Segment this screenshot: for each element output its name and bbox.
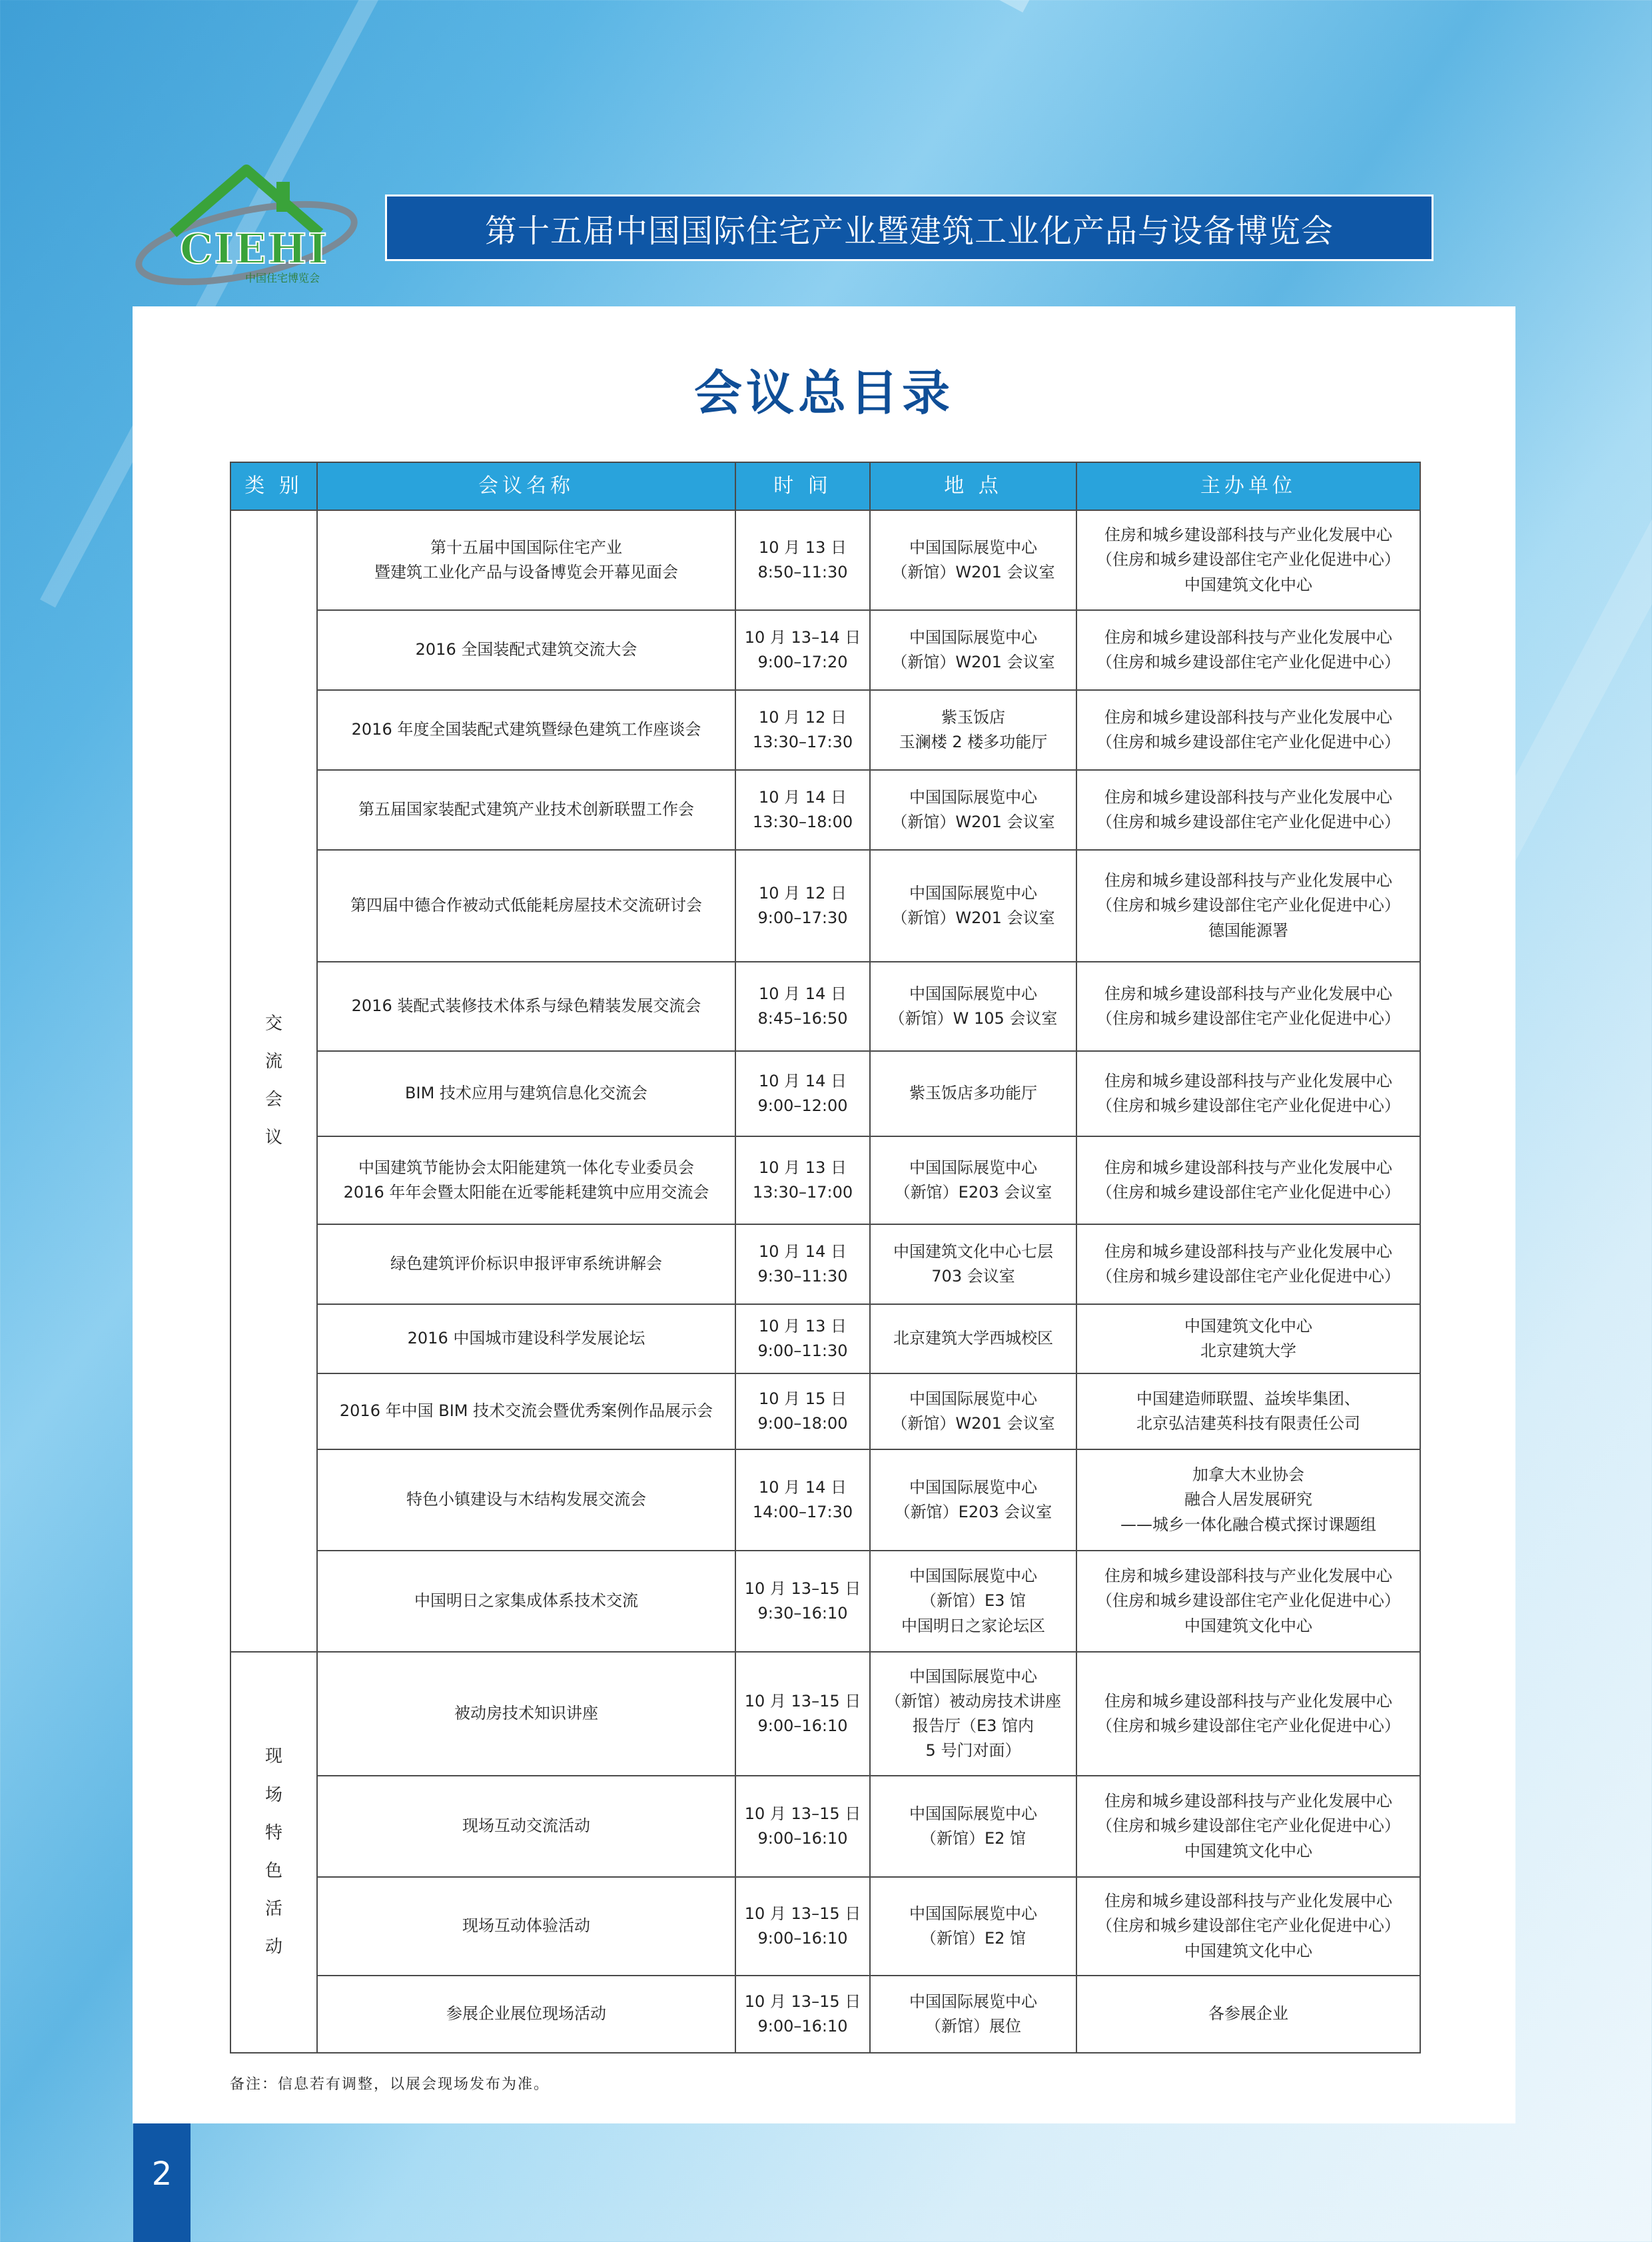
time-cell: 10 月 14 日 8:45–16:50 — [735, 962, 870, 1051]
table-row — [230, 610, 1420, 690]
place-cell: 中国国际展览中心 （新馆）W201 会议室 — [870, 610, 1076, 690]
table-row — [230, 1136, 1420, 1224]
table-row — [230, 850, 1420, 962]
page-number-tab — [133, 2123, 191, 2242]
time-cell: 10 月 12 日 13:30–17:30 — [735, 690, 870, 770]
host-cell: 中国建造师联盟、益埃毕集团、 北京弘洁建英科技有限责任公司 — [1076, 1373, 1420, 1449]
place-cell: 中国国际展览中心 （新馆）W201 会议室 — [870, 770, 1076, 850]
table-header-row — [230, 462, 1420, 510]
name-cell: 第五届国家装配式建筑产业技术创新联盟工作会 — [317, 770, 735, 850]
name-cell: 绿色建筑评价标识申报评审系统讲解会 — [317, 1224, 735, 1304]
header-name: 会议名称 — [317, 462, 735, 510]
name-cell: 第四届中德合作被动式低能耗房屋技术交流研讨会 — [317, 850, 735, 962]
place-cell: 中国国际展览中心 （新馆）W201 会议室 — [870, 510, 1076, 610]
host-cell: 加拿大木业协会 融合人居发展研究 ——城乡一体化融合模式探讨课题组 — [1076, 1449, 1420, 1551]
table-row — [230, 690, 1420, 770]
table-row — [230, 1877, 1420, 1976]
name-cell: 中国明日之家集成体系技术交流 — [317, 1551, 735, 1652]
table-row — [230, 1776, 1420, 1877]
place-cell: 紫玉饭店 玉澜楼 2 楼多功能厅 — [870, 690, 1076, 770]
table-row — [230, 1224, 1420, 1304]
conference-table — [230, 462, 1421, 2054]
logo-text: CIEHI — [180, 224, 329, 273]
time-cell: 10 月 13–15 日 9:00–16:10 — [735, 1652, 870, 1776]
table-row — [230, 1976, 1420, 2053]
table-row — [230, 1449, 1420, 1551]
expo-banner — [385, 194, 1434, 261]
time-cell: 10 月 13–15 日 9:00–16:10 — [735, 1976, 870, 2053]
name-cell: 现场互动交流活动 — [317, 1776, 735, 1877]
name-cell: 参展企业展位现场活动 — [317, 1976, 735, 2053]
header-time: 时 间 — [735, 462, 870, 510]
table-row — [230, 1304, 1420, 1373]
name-cell: 中国建筑节能协会太阳能建筑一体化专业委员会 2016 年年会暨太阳能在近零能耗建筑中应用交流会 — [317, 1136, 735, 1224]
place-cell: 中国国际展览中心 （新馆）E2 馆 — [870, 1776, 1076, 1877]
place-cell: 中国建筑文化中心七层 703 会议室 — [870, 1224, 1076, 1304]
host-cell: 住房和城乡建设部科技与产业化发展中心 （住房和城乡建设部住宅产业化促进中心） — [1076, 1051, 1420, 1136]
table-row — [230, 770, 1420, 850]
host-cell: 住房和城乡建设部科技与产业化发展中心 （住房和城乡建设部住宅产业化促进中心） 中国建筑文化中心 — [1076, 1776, 1420, 1877]
time-cell: 10 月 13–14 日 9:00–17:20 — [735, 610, 870, 690]
host-cell: 各参展企业 — [1076, 1976, 1420, 2053]
host-cell: 住房和城乡建设部科技与产业化发展中心 （住房和城乡建设部住宅产业化促进中心） — [1076, 610, 1420, 690]
time-cell: 10 月 12 日 9:00–17:30 — [735, 850, 870, 962]
name-cell: 第十五届中国国际住宅产业 暨建筑工业化产品与设备博览会开幕见面会 — [317, 510, 735, 610]
time-cell: 10 月 13–15 日 9:00–16:10 — [735, 1776, 870, 1877]
content-panel — [133, 306, 1515, 2123]
time-cell: 10 月 13 日 9:00–11:30 — [735, 1304, 870, 1373]
place-cell: 紫玉饭店多功能厅 — [870, 1051, 1076, 1136]
name-cell: BIM 技术应用与建筑信息化交流会 — [317, 1051, 735, 1136]
table-row — [230, 1373, 1420, 1449]
name-cell: 现场互动体验活动 — [317, 1877, 735, 1976]
table-body — [230, 510, 1420, 2053]
place-cell: 北京建筑大学西城校区 — [870, 1304, 1076, 1373]
place-cell: 中国国际展览中心 （新馆）W201 会议室 — [870, 850, 1076, 962]
category-cell: 现 场 特 色 活 动 — [230, 1652, 317, 2053]
table-row — [230, 510, 1420, 610]
header-host: 主办单位 — [1076, 462, 1420, 510]
place-cell: 中国国际展览中心 （新馆）被动房技术讲座 报告厅（E3 馆内 5 号门对面） — [870, 1652, 1076, 1776]
host-cell: 住房和城乡建设部科技与产业化发展中心 （住房和城乡建设部住宅产业化促进中心） — [1076, 962, 1420, 1051]
background-streak — [999, 0, 1304, 13]
banner-title: 第十五届中国国际住宅产业暨建筑工业化产品与设备博览会 — [484, 212, 1334, 250]
time-cell: 10 月 14 日 14:00–17:30 — [735, 1449, 870, 1551]
footnote: 备注：信息若有调整，以展会现场发布为准。 — [230, 2076, 550, 2093]
host-cell: 中国建筑文化中心 北京建筑大学 — [1076, 1304, 1420, 1373]
category-cell: 交 流 会 议 — [230, 510, 317, 1652]
place-cell: 中国国际展览中心 （新馆）E2 馆 — [870, 1877, 1076, 1976]
name-cell: 2016 全国装配式建筑交流大会 — [317, 610, 735, 690]
header-place: 地 点 — [870, 462, 1076, 510]
time-cell: 10 月 15 日 9:00–18:00 — [735, 1373, 870, 1449]
host-cell: 住房和城乡建设部科技与产业化发展中心 （住房和城乡建设部住宅产业化促进中心） 中国建筑文化中心 — [1076, 1551, 1420, 1652]
table-row — [230, 1051, 1420, 1136]
header-category: 类 别 — [230, 462, 317, 510]
host-cell: 住房和城乡建设部科技与产业化发展中心 （住房和城乡建设部住宅产业化促进中心） — [1076, 1652, 1420, 1776]
time-cell: 10 月 14 日 9:30–11:30 — [735, 1224, 870, 1304]
name-cell: 被动房技术知识讲座 — [317, 1652, 735, 1776]
time-cell: 10 月 13 日 8:50–11:30 — [735, 510, 870, 610]
time-cell: 10 月 13–15 日 9:30–16:10 — [735, 1551, 870, 1652]
host-cell: 住房和城乡建设部科技与产业化发展中心 （住房和城乡建设部住宅产业化促进中心） 德国能源署 — [1076, 850, 1420, 962]
table-row — [230, 1652, 1420, 1776]
page-title: 会议总目录 — [693, 364, 954, 421]
table-row — [230, 962, 1420, 1051]
place-cell: 中国国际展览中心 （新馆）展位 — [870, 1976, 1076, 2053]
table-row — [230, 1551, 1420, 1652]
time-cell: 10 月 14 日 13:30–18:00 — [735, 770, 870, 850]
host-cell: 住房和城乡建设部科技与产业化发展中心 （住房和城乡建设部住宅产业化促进中心） — [1076, 770, 1420, 850]
host-cell: 住房和城乡建设部科技与产业化发展中心 （住房和城乡建设部住宅产业化促进中心） — [1076, 690, 1420, 770]
name-cell: 2016 中国城市建设科学发展论坛 — [317, 1304, 735, 1373]
time-cell: 10 月 14 日 9:00–12:00 — [735, 1051, 870, 1136]
logo-subtitle: 中国住宅博览会 — [245, 272, 320, 284]
name-cell: 2016 装配式装修技术体系与绿色精装发展交流会 — [317, 962, 735, 1051]
place-cell: 中国国际展览中心 （新馆）E203 会议室 — [870, 1449, 1076, 1551]
name-cell: 2016 年中国 BIM 技术交流会暨优秀案例作品展示会 — [317, 1373, 735, 1449]
host-cell: 住房和城乡建设部科技与产业化发展中心 （住房和城乡建设部住宅产业化促进中心） — [1076, 1224, 1420, 1304]
place-cell: 中国国际展览中心 （新馆）W 105 会议室 — [870, 962, 1076, 1051]
place-cell: 中国国际展览中心 （新馆）E203 会议室 — [870, 1136, 1076, 1224]
name-cell: 2016 年度全国装配式建筑暨绿色建筑工作座谈会 — [317, 690, 735, 770]
place-cell: 中国国际展览中心 （新馆）W201 会议室 — [870, 1373, 1076, 1449]
host-cell: 住房和城乡建设部科技与产业化发展中心 （住房和城乡建设部住宅产业化促进中心） — [1076, 1136, 1420, 1224]
name-cell: 特色小镇建设与木结构发展交流会 — [317, 1449, 735, 1551]
host-cell: 住房和城乡建设部科技与产业化发展中心 （住房和城乡建设部住宅产业化促进中心） 中国建筑文化中心 — [1076, 1877, 1420, 1976]
host-cell: 住房和城乡建设部科技与产业化发展中心 （住房和城乡建设部住宅产业化促进中心） 中国建筑文化中心 — [1076, 510, 1420, 610]
ciehi-logo — [133, 163, 360, 290]
time-cell: 10 月 13 日 13:30–17:00 — [735, 1136, 870, 1224]
time-cell: 10 月 13–15 日 9:00–16:10 — [735, 1877, 870, 1976]
place-cell: 中国国际展览中心 （新馆）E3 馆 中国明日之家论坛区 — [870, 1551, 1076, 1652]
page-number: 2 — [151, 2155, 173, 2193]
